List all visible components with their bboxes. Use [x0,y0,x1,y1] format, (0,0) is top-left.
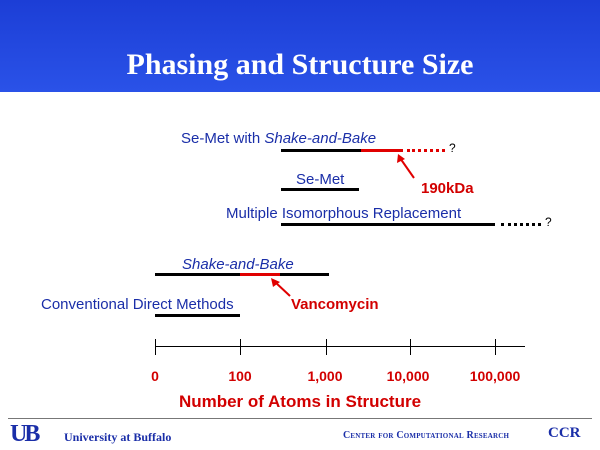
university-name: University at Buffalo [64,430,172,444]
bar-semet-sb [281,149,361,152]
bar-sb [155,273,240,276]
tick-label-100000: 100,000 [469,368,521,384]
bar-cdm [155,314,240,317]
arrowhead-190kda [397,154,405,163]
label-mir: Multiple Isomorphous Replacement [226,205,462,222]
annotation-vancomycin: Vancomycin [291,296,379,313]
label-semet-sb: Se-Met with Shake-and-Bake [181,130,377,147]
bar-sb-end [280,273,329,276]
footer-divider [8,418,592,419]
x-axis-line [155,346,525,347]
label-cdm: Conventional Direct Methods [41,296,234,313]
bar-mir [281,223,495,226]
tick-label-1000: 1,000 [307,368,343,384]
tick-1000 [326,339,327,355]
arrow-vancomycin [275,282,290,296]
question-mark-1: ? [449,141,456,155]
annotation-190kda: 190kDa [421,180,474,197]
tick-100000 [495,339,496,355]
ccr-label: CCR [548,425,581,441]
tick-label-10000: 10,000 [386,368,430,384]
x-axis-title: Number of Atoms in Structure [178,392,422,411]
bar-semet-sb-red [361,149,403,152]
center-name: Center for Computational Research [343,430,510,441]
dots-mir [501,223,541,226]
tick-label-100: 100 [228,368,252,384]
label-sb: Shake-and-Bake [182,256,294,273]
label-semet: Se-Met [296,171,345,188]
bar-semet [281,188,359,191]
bar-sb-red [240,273,280,276]
dots-semet-sb [407,149,445,152]
arrowhead-vancomycin [271,278,280,287]
arrow-190kda [400,158,414,178]
tick-100 [240,339,241,355]
tick-10000 [410,339,411,355]
ub-logo: UB [10,421,38,447]
tick-label-0: 0 [151,368,159,384]
slide-title: Phasing and Structure Size [126,48,474,81]
question-mark-2: ? [545,215,552,229]
tick-0 [155,339,156,355]
